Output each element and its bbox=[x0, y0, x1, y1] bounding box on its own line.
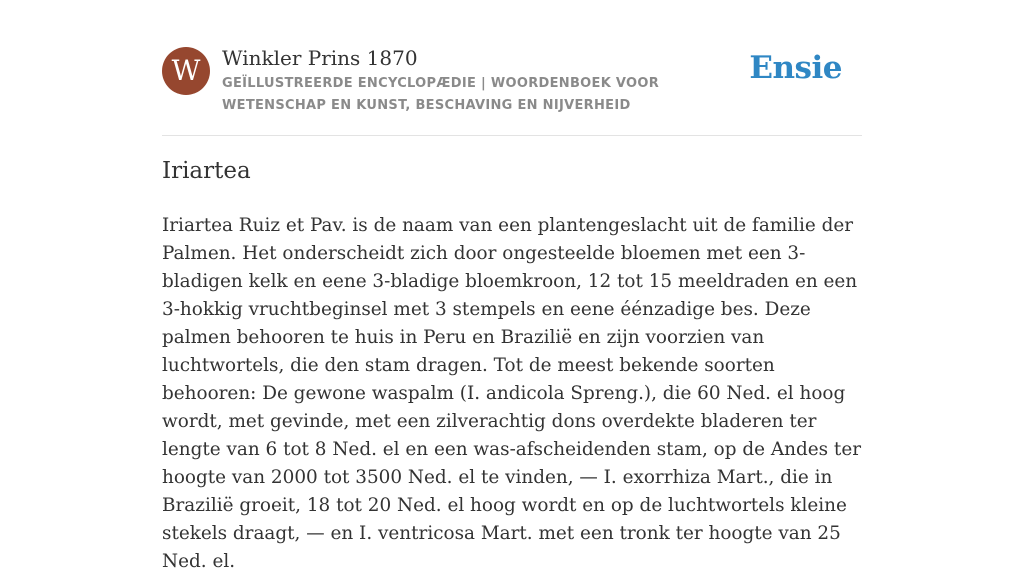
source-header bbox=[162, 44, 862, 136]
entry-title: Iriartea bbox=[162, 158, 251, 184]
source-subtitle: GEÏLLUSTREERDE ENCYCLOPÆDIE | WOORDENBOEK VOOR WETENSCHAP EN KUNST, BESCHAVING EN NIJVERHEID bbox=[222, 76, 660, 113]
source-title[interactable]: Winkler Prins 1870 bbox=[222, 46, 418, 70]
entry-body: Iriartea Ruiz et Pav. is de naam van een plantengeslacht uit de familie der Palmen. Het onderscheidt zich door ongesteelde bloemen met een 3-bladigen kelk en eene 3-bladige bloemkroon, 12 tot 15 meeldraden en een 3-hokkig vruchtbeginsel met 3 stempels en eene éénzadige bes. Deze palmen behooren te huis in Peru en Brazilië en zijn voorzien van luchtwortels, die den stam dragen. Tot de meest bekende soorten behooren: De gewone waspalm (I. andicola Spreng.), die 60 Ned. el hoog wordt, met gevinde, met een zilverachtig dons overdekte bladeren ter lengte van 6 tot 8 Ned. el en een was-afscheidenden stam, op de Andes ter hoogte van 2000 tot 3500 Ned. el te vinden, — I. exorrhiza Mart., die in Brazilië groeit, 18 tot 20 Ned. el hoog wordt en op de luchtwortels kleine stekels draagt, — en I. ventricosa Mart. met een tronk ter hoogte van 25 Ned. el. bbox=[162, 215, 861, 572]
source-avatar[interactable]: W bbox=[162, 47, 210, 95]
ensie-logo-link[interactable]: Ensie bbox=[749, 50, 842, 86]
header-divider bbox=[162, 135, 862, 136]
